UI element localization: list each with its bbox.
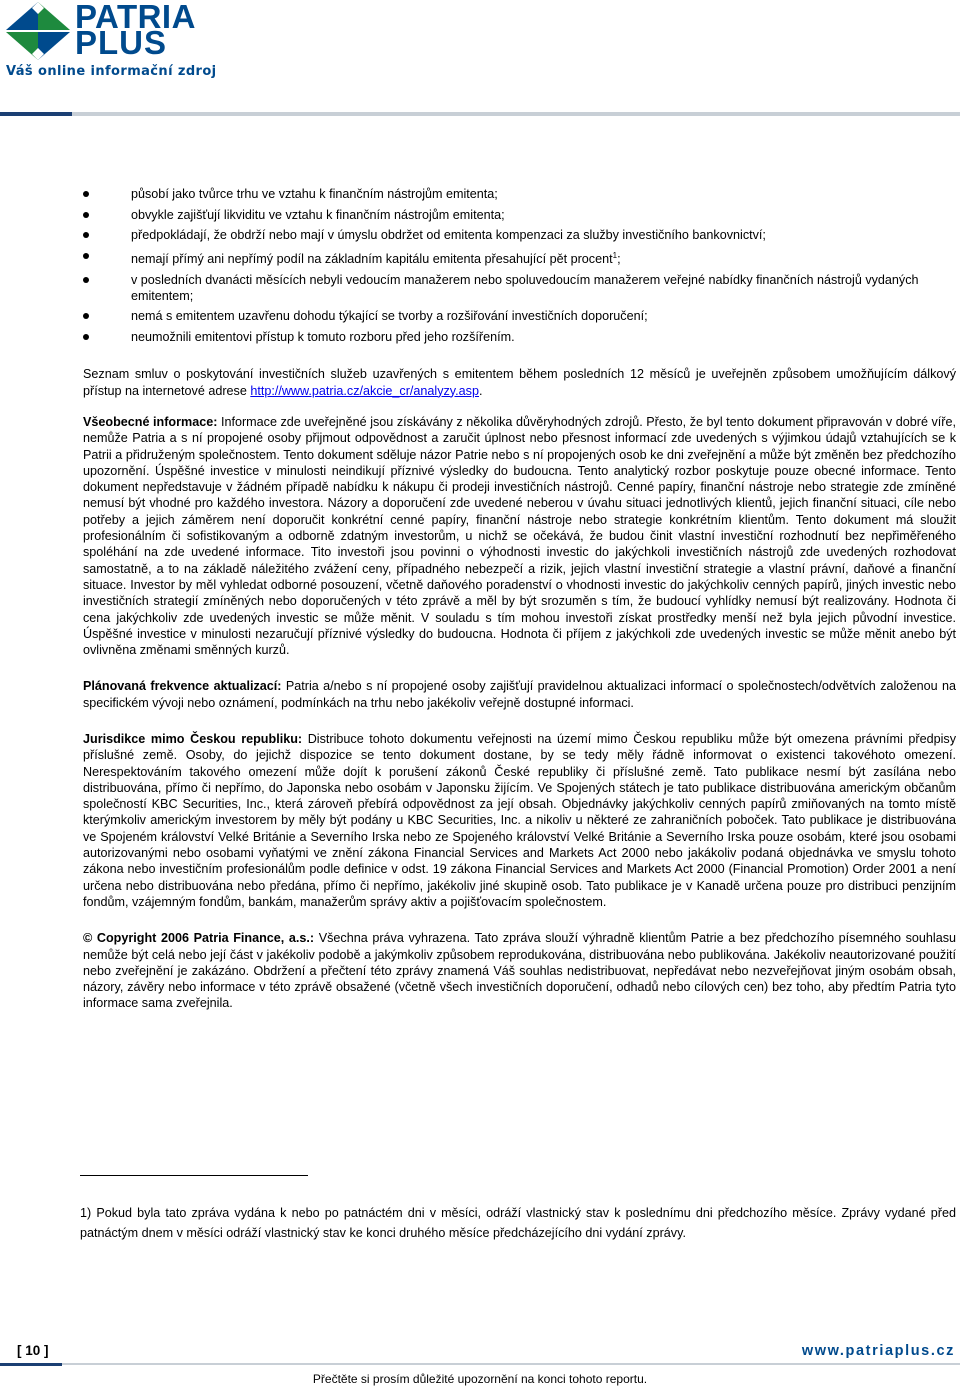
footnote: 1) Pokud byla tato zpráva vydána k nebo po patnáctém dni v měsíci, odráží vlastnický stav k poslednímu dni předchozího měsíce. Zprávy vydané před patnáctým dnem v měsíci odráží vlastnický stav ke konci druhého měsíce předcházejícího dni vydání zprávy. <box>80 1206 956 1240</box>
list-item-text: obvykle zajišťují likviditu ve vztahu k finančním nástrojům emitenta; <box>131 207 505 222</box>
document-body <box>83 186 956 1012</box>
list-item <box>83 186 956 202</box>
footnote-marker: 1 <box>612 250 618 260</box>
list-item-tail: ; <box>617 251 621 266</box>
copyright-text: Všechna práva vyhrazena. Tato zpráva slouží výhradně klientům Patrie a bez předchozího písemného souhlasu nemůže být celá nebo její část v jakékoliv podobě a jakýmkoliv způsobem reprodukována, distribuována nebo publikována. Jakékoliv neautorizované použití nebo zveřejnění je zakázáno. Obdržení a přečtení této zprávy znamená Váš souhlas nedistribuovat, nepředávat nebo nezveřejňovat jiným osobám obsah, názory, závěry nebo informace v této zprávě obsažené (včetně všech investičních doporučení, odhadů nebo cílových cen) bez toho, aby předtím Patria tyto informace sama zveřejnila. <box>83 931 957 1011</box>
bullet-icon <box>83 232 89 238</box>
contracts-tail: . <box>478 383 483 398</box>
copyright-paragraph <box>83 930 956 1011</box>
general-info-text: Informace zde uveřejněné jsou získávány z několika důvěryhodných zdrojů. Přesto, že byl tento dokument připravován v dobré víře, nemůže Patria a s ní propojené osoby přijmout odpovědnost a zaručit úplnost nebo přesnost informací zde uvedených s výjimkou údajů vztahujících se k Patrii a přidruženým společnostem. Tento dokument sděluje názor Patrie nebo s ní propojených osob ke dni zveřejnění a může být změněn bez předchozího upozornění. Úspěšné investice v minulosti neindikují příznivé výsledky do budoucna. Tento analytický rozbor poskytuje pouze obecné informace. Tento dokument nepředstavuje v žádném případě nabídku k nákupu či prodeji investičních nástrojů. Cenné papíry, finanční nástroje nebo strategie zde zmíněné nemusí být vhodné pro každého investora. Názory a doporučení zde uvedené neberou v úvahu situaci jednotlivých klientů, jejich finanční situaci, cíle nebo potřeby a jejich záměrem není doporučit konkrétní cenné papíry, finanční nástroje nebo strategie konkrétním klientům. Tento dokument má sloužit profesionálním či sofistikovaným a odborně zdatným investorům, u nichž se očekává, že budou činit vlastní investiční rozhodnutí bez nepřiměřeného spoléhání na zde uvedené informace. Tito investoři jsou povinni o výhodnosti investic do jakýchkoli investičních nástrojů zde uvedených rozhodovat samostatně, a to na základě náležitého zvážení ceny, případného nebezpečí a rizik, jejich vlastní investiční strategie a vlastní právní, daňové a finanční situace. Investor by měl vyhledat odborné posouzení, včetně daňového poradenství o vhodnosti investic do jakýchkoliv cenných papírů, jiných investic nebo investičních strategií zmíněných nebo doporučených v této zprávě a měl by být srozuměn s tím, že budoucí vyhlídky nemusí být realizovány. Hodnota či cena jakýchkoliv zde uvedených investic se může měnit. V souladu s tím mohou investoři získat prostředky menší než byla jejich původní investice. Úspěšné investice v minulosti nezaručují příznivé výsledky do budoucna. Hodnota či příjem z jakýchkoli zde uvedených investic se může měnit anebo být ovlivněna změnami směnných kurzů. <box>83 414 956 658</box>
copyright-heading: © Copyright 2006 Patria Finance, a.s.: <box>83 931 315 946</box>
frequency-text: Patria a/nebo s ní propojené osoby zajišťují pravidelnou aktualizaci informací o společnostech/odvětvích založenou na specifickém vývoji nebo oznámení, podmínkách na trhu nebo jakékoliv veřejně dostupné informaci. <box>83 679 956 710</box>
list-item-text: nemají přímý ani nepřímý podíl na základním kapitálu emitenta přesahující pět procent <box>131 251 613 266</box>
list-item-text: v posledních dvanácti měsících nebyli vedoucím manažerem nebo spoluvedoucím manažerem veřejné nabídky finančních nástrojů vydaných emitentem; <box>131 272 919 303</box>
footer-notice: Přečtěte si prosím důležité upozornění na konci tohoto reportu. <box>312 1372 648 1386</box>
list-item <box>83 207 956 223</box>
list-item-text: působí jako tvůrce trhu ve vztahu k finančním nástrojům emitenta; <box>131 187 498 201</box>
analysis-link[interactable]: http://www.patria.cz/akcie_cr/analyzy.asp <box>250 383 479 398</box>
logo-text-patria: PATRIA <box>75 0 196 35</box>
list-item <box>83 248 956 267</box>
patria-logo-icon <box>0 0 76 62</box>
list-item-text: neumožnili emitentovi přístup k tomuto rozboru před jeho rozšířením. <box>131 330 515 345</box>
jurisdiction-heading: Jurisdikce mimo Českou republiku: <box>83 731 303 746</box>
logo-text-plus: PLUS <box>75 24 168 61</box>
frequency-heading: Plánovaná frekvence aktualizací: <box>83 679 282 694</box>
contracts-text: Seznam smluv o poskytování investičních služeb uzavřených s emitentem během posledních 12 měsíců je uveřejněn způsobem umožňujícím dálkový přístup na internetové adrese <box>83 367 956 398</box>
footer-divider <box>62 1363 960 1365</box>
general-info-paragraph <box>83 414 956 658</box>
header-divider-accent <box>0 112 72 116</box>
header-divider <box>0 112 960 116</box>
list-item <box>83 329 956 345</box>
frequency-paragraph <box>83 678 956 711</box>
list-item <box>83 308 956 324</box>
bullet-icon <box>83 277 89 283</box>
list-item-text: nemá s emitentem uzavřenu dohodu týkající se tvorby a rozšiřování investičních doporučení; <box>131 309 648 324</box>
bullet-icon <box>83 253 89 259</box>
page-number: [ 10 ] <box>17 1343 49 1358</box>
bullet-icon <box>83 334 89 340</box>
footer-divider-accent <box>0 1363 62 1366</box>
contracts-paragraph <box>83 366 956 399</box>
jurisdiction-paragraph <box>83 731 956 910</box>
jurisdiction-text: Distribuce tohoto dokumentu veřejnosti na území mimo Českou republiku může být omezena právními předpisy příslušné země. Osoby, do jejichž dispozice se tento dokument dostane, by se tedy měly řádně informovat o existenci takovéhoto omezení. Nerespektováním takového omezení může dojít k porušení zákonů České republiky či příslušné země. Tato publikace nesmí být zasílána nebo distribuována, přímo či nepřímo, do Japonska nebo osobám v Japonsku žijícím. Ve Spojených státech je tato publikace distribuována americkým občanům společností KBC Securities, Inc., která zároveň přebírá odpovědnost za její obsah. Objednávky jakýchkoliv cenných papírů zmiňovaných na tomto místě kterýmkoliv americkým investorem by měly být podány u KBC Securities, Inc. a nikoliv u některé ze zahraničních poboček. Tato publikace je distribuována ve Spojeném království Velké Británie a Severního Irska nebo ze Spojeného království Velké Británie a Severního Irska pouze osobám, které jsou osobami autorizovanými nebo osobami vyňatými ve znění zákona Financial Services and Markets Act 2000 nebo jakákoliv podaná objednávka ve smyslu tohoto zákona nebo investičním profesionálům podle definice v odst. 19 zákona Financial Services and Markets Act 2000 (Financial Promotion) Order 2001 a není určena nebo distribuována nebo předána, přímo či nepřímo, jakékoliv jiné skupině osob. Tato publikace je v Kanadě určena pouze pro distribuci penzijním fondům, vzájemným fondům, bankám, manažerům správy aktiv a pojišťovacím společnostem. <box>83 731 957 909</box>
general-info-heading: Všeobecné informace: <box>83 414 218 429</box>
list-item <box>83 272 956 305</box>
page-header <box>0 0 960 118</box>
bullet-icon <box>83 212 89 218</box>
disclosure-list <box>83 186 956 345</box>
bullet-icon <box>83 313 89 319</box>
bullet-icon <box>83 191 89 197</box>
website-link[interactable]: www.patriaplus.cz <box>801 1343 955 1359</box>
footnote-divider <box>80 1175 308 1176</box>
logo-tagline: Váš online informační zdroj <box>6 64 217 79</box>
list-item-text: předpokládají, že obdrží nebo mají v úmyslu obdržet od emitenta kompenzaci za služby investičního bankovnictví; <box>131 228 766 243</box>
list-item <box>83 227 956 243</box>
